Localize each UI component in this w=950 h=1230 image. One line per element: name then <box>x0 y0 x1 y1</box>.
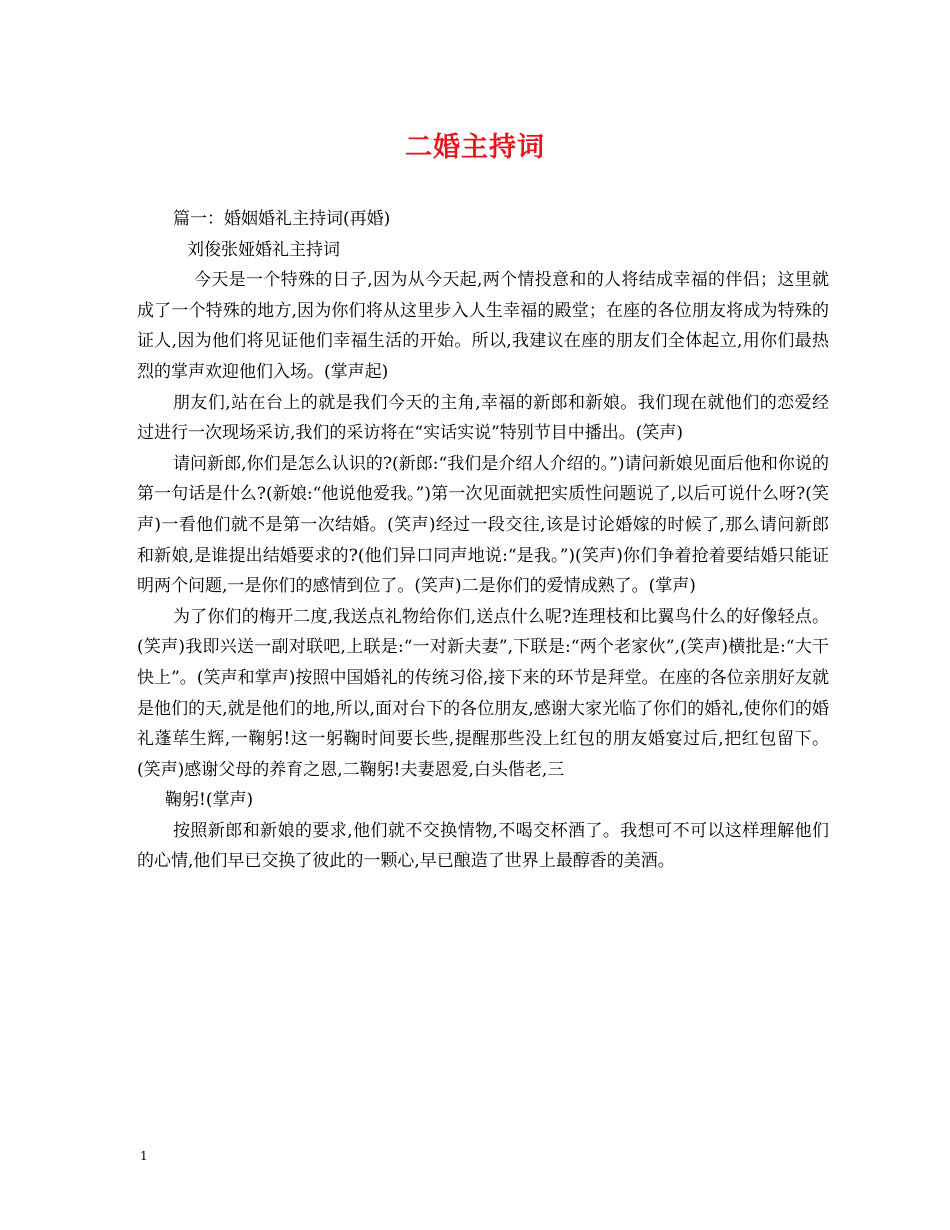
paragraph: 为了你们的梅开二度,我送点礼物给你们,送点什么呢?连理枝和比翼鸟什么的好像轻点。(笑声)我即兴送一副对联吧,上联是:“一对新夫妻”,下联是:“两个老家伙”,(笑声)横批是:“大干快上”。(笑声和掌声)按照中国婚礼的传统习俗,接下来的环节是拜堂。在座的各位亲朋好友就是他们的天,就是他们的地,所以,面对台下的各位朋友,感谢大家光临了你们的婚礼,使你们的婚礼蓬荜生辉,一鞠躬!这一躬鞠时间要长些,提醒那些没上红包的朋友婚宴过后,把红包留下。(笑声)感谢父母的养育之恩,二鞠躬!夫妻恩爱,白头偕老,三 <box>137 606 829 780</box>
paragraph: 朋友们,站在台上的就是我们今天的主角,幸福的新郎和新娘。我们现在就他们的恋爱经过进行一次现场采访,我们的采访将在“实话实说”特别节目中播出。(笑声) <box>137 392 829 444</box>
paragraph: 今天是一个特殊的日子,因为从今天起,两个情投意和的人将结成幸福的伴侣；这里就成了一个特殊的地方,因为你们将从这里步入人生幸福的殿堂；在座的各位朋友将成为特殊的证人,因为他们将见证他们幸福生活的开始。所以,我建议在座的朋友们全体起立,用你们最热烈的掌声欢迎他们入场。(掌声起) <box>137 270 829 382</box>
paragraph: 鞠躬!(掌声) <box>165 790 254 811</box>
document-body <box>137 204 829 877</box>
subheading: 刘俊张娅婚礼主持词 <box>187 239 340 260</box>
paragraph: 请问新郎,你们是怎么认识的?(新郎:“我们是介绍人介绍的。”)请问新娘见面后他和你说的第一句话是什么?(新娘:“他说他爱我。”)第一次见面就把实质性问题说了,以后可说什么呀?(笑声)一看他们就不是第一次结婚。(笑声)经过一段交往,该是讨论婚嫁的时候了,那么请问新郎和新娘,是谁提出结婚要求的?(他们异口同声地说:“是我。”)(笑声)你们争着抢着要结婚只能证明两个问题,一是你们的感情到位了。(笑声)二是你们的爱情成熟了。(掌声) <box>137 453 829 597</box>
section-heading: 篇一：婚姻婚礼主持词(再婚) <box>173 209 391 229</box>
paragraph: 按照新郎和新娘的要求,他们就不交换情物,不喝交杯酒了。我想可不可以这样理解他们的心情,他们早已交换了彼此的一颗心,早已酿造了世界上最醇香的美酒。 <box>137 820 829 872</box>
page-number: 1 <box>140 1149 148 1163</box>
document-title: 二婚主持词 <box>405 132 545 163</box>
